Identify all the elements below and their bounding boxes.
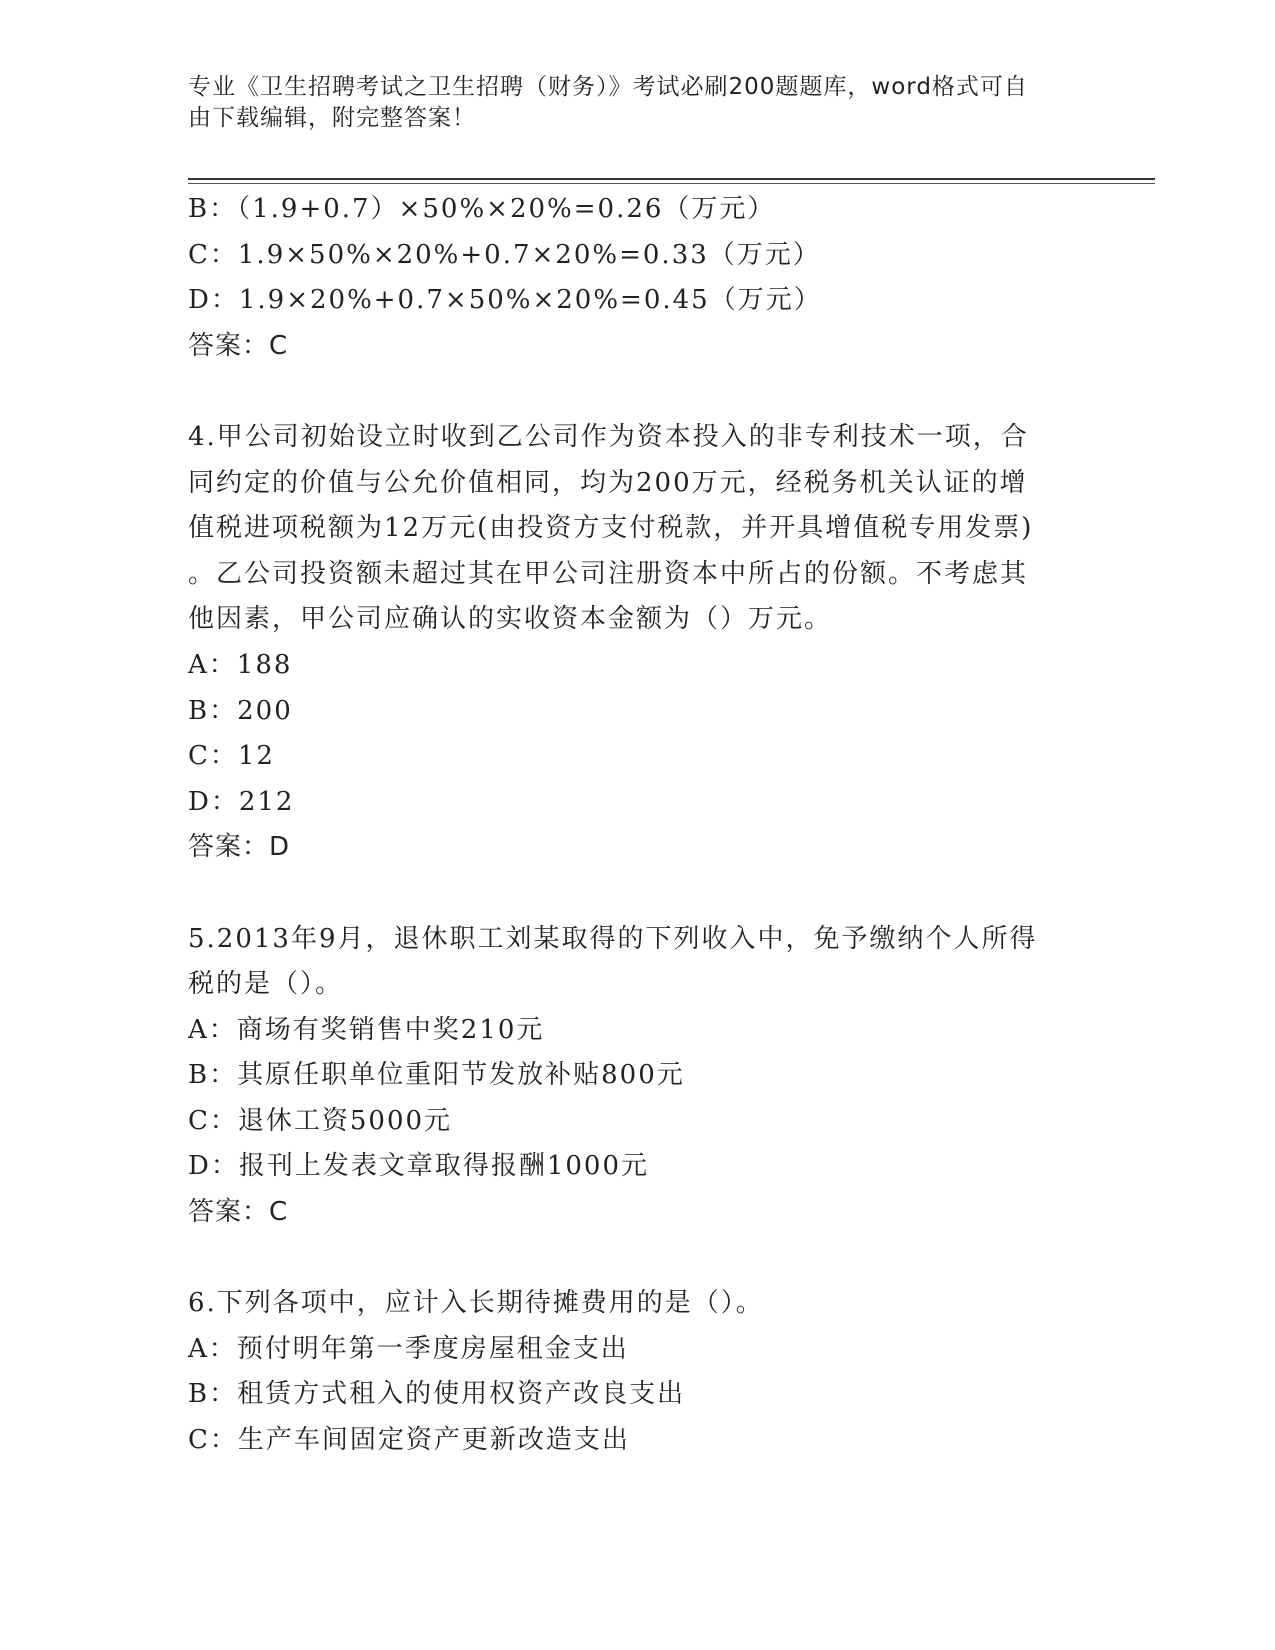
- header-divider-thick: [188, 178, 1155, 180]
- answer-line: 答案：D: [188, 832, 291, 863]
- question-3: [188, 187, 1068, 369]
- question-stem-line: 4.甲公司初始设立时收到乙公司作为资本投入的非专利技术一项，合: [188, 421, 1029, 452]
- answer-line: 答案：C: [188, 330, 289, 361]
- answer-line: 答案：C: [188, 1197, 289, 1228]
- option-a: A：188: [188, 649, 293, 680]
- question-list: [188, 187, 1068, 1464]
- option-c: C：12: [188, 741, 275, 772]
- option-a: A：商场有奖销售中奖210元: [188, 1014, 545, 1045]
- option-b: B：租赁方式租入的使用权资产改良支出: [188, 1379, 686, 1410]
- spacer: [188, 871, 1068, 917]
- option-c: C：退休工资5000元: [188, 1105, 453, 1136]
- header-divider-thin: [188, 183, 1155, 184]
- header-line-1: 专业《卫生招聘考试之卫生招聘（财务）》考试必刷200题题库，word格式可自: [188, 74, 1028, 100]
- question-stem-line: 同约定的价值与公允价值相同，均为200万元，经税务机关认证的增: [188, 467, 1028, 498]
- question-stem-line: 他因素，甲公司应确认的实收资本金额为（）万元。: [188, 604, 833, 635]
- question-stem-line: 税的是（）。: [188, 969, 344, 1000]
- question-stem-line: 6.下列各项中，应计入长期待摊费用的是（）。: [188, 1288, 764, 1319]
- option-d: D：1.9×20%+0.7×50%×20%=0.45（万元）: [188, 285, 822, 316]
- option-c: C：1.9×50%×20%+0.7×20%=0.33（万元）: [188, 239, 821, 270]
- option-a: A：预付明年第一季度房屋租金支出: [188, 1333, 629, 1364]
- header-line-2: 由下载编辑，附完整答案！: [188, 105, 476, 131]
- document-header: [188, 72, 1088, 134]
- spacer: [188, 1236, 1068, 1282]
- option-d: D：报刊上发表文章取得报酬1000元: [188, 1151, 650, 1182]
- option-d: D：212: [188, 786, 295, 817]
- question-6: [188, 1281, 1068, 1463]
- question-4: [188, 415, 1068, 871]
- option-b: B：（1.9+0.7）×50%×20%=0.26（万元）: [188, 194, 776, 224]
- option-b: B：200: [188, 695, 293, 726]
- question-stem-line: 5.2013年9月，退休职工刘某取得的下列收入中，免予缴纳个人所得: [188, 923, 1038, 954]
- question-stem-line: 。乙公司投资额未超过其在甲公司注册资本中所占的份额。不考虑其: [188, 558, 1029, 589]
- question-stem-line: 值税进项税额为12万元(由投资方支付税款，并开具增值税专用发票): [188, 513, 1034, 544]
- option-c: C：生产车间固定资产更新改造支出: [188, 1425, 630, 1456]
- option-b: B：其原任职单位重阳节发放补贴800元: [188, 1060, 685, 1091]
- spacer: [188, 369, 1068, 415]
- question-5: [188, 917, 1068, 1236]
